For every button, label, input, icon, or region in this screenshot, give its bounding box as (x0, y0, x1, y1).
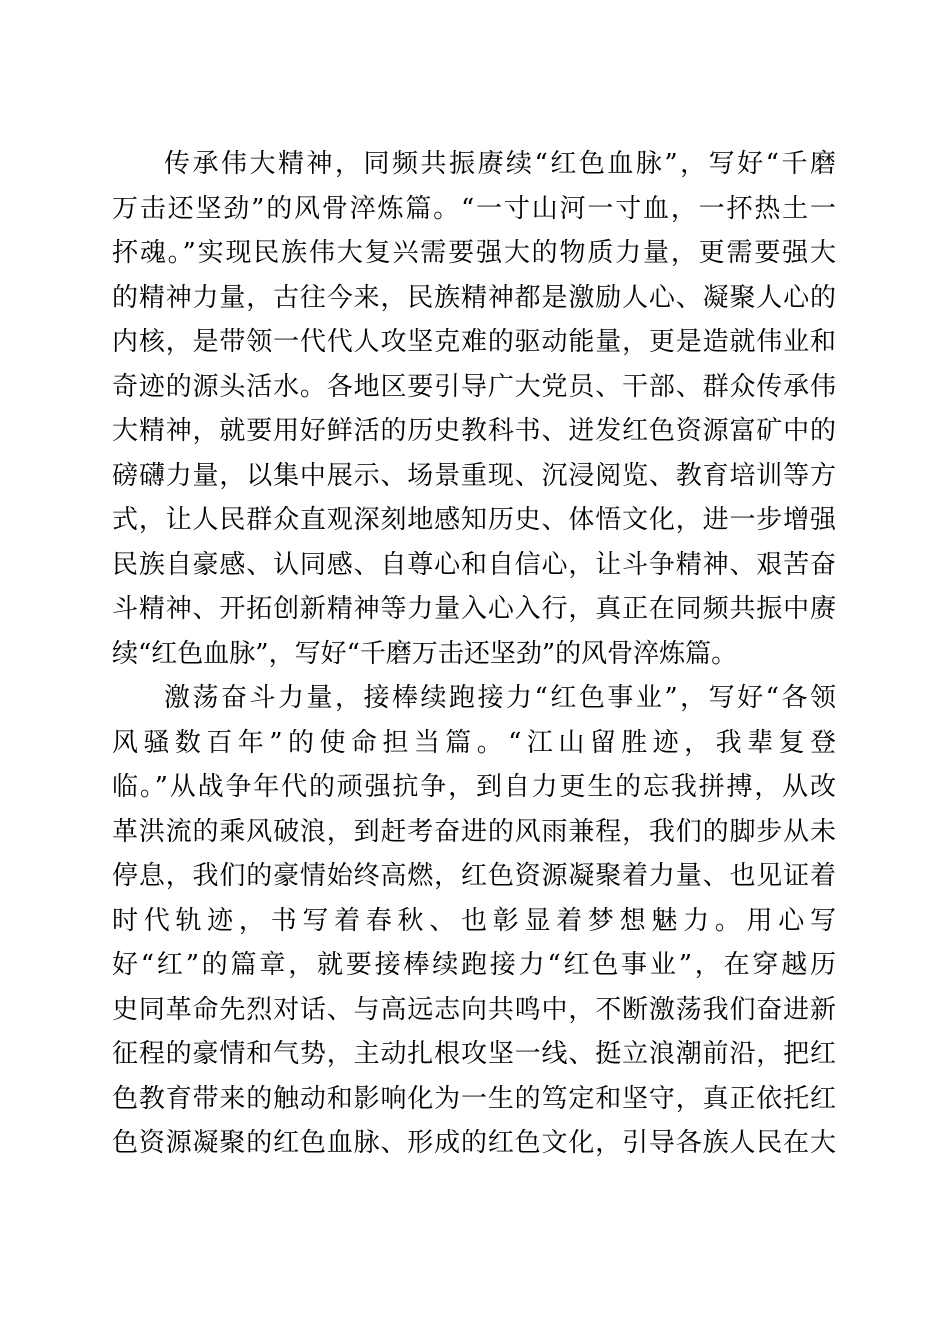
paragraph-2 (112, 676, 836, 1166)
text-line: 的精神力量，古往今来，民族精神都是激励人心、凝聚人心的 (112, 282, 836, 313)
text-line: 民族自豪感、认同感、自尊心和自信心，让斗争精神、艰苦奋 (112, 549, 836, 580)
text-line: 斗精神、开拓创新精神等力量入心入行，真正在同频共振中赓 (112, 594, 836, 624)
paragraph-1 (112, 142, 836, 676)
text-line: 色资源凝聚的红色血脉、形成的红色文化，引导各族人民在大 (112, 1128, 836, 1158)
text-line: 磅礴力量，以集中展示、场景重现、沉浸阅览、教育培训等方 (112, 460, 836, 491)
text-line: 革洪流的乘风破浪，到赶考奋进的风雨兼程，我们的脚步从未 (112, 816, 836, 847)
text-line: 征程的豪情和气势，主动扎根攻坚一线、挺立浪潮前沿，把红 (112, 1039, 836, 1069)
text-line: 传承伟大精神，同频共振赓续“红色血脉”，写好“千磨 (164, 149, 836, 179)
text-line: 激荡奋斗力量，接棒续跑接力“红色事业”，写好“各领 (164, 683, 836, 713)
text-line: 奇迹的源头活水。各地区要引导广大党员、干部、群众传承伟 (112, 371, 836, 402)
text-line: 色教育带来的触动和影响化为一生的笃定和坚守，真正依托红 (112, 1083, 836, 1114)
text-line: 好“红”的篇章，就要接棒续跑接力“红色事业”，在穿越历 (112, 950, 836, 980)
text-line: 大精神，就要用好鲜活的历史教科书、迸发红色资源富矿中的 (112, 416, 836, 446)
text-line: 抔魂。”实现民族伟大复兴需要强大的物质力量，更需要强大 (112, 238, 836, 268)
text-line: 式，让人民群众直观深刻地感知历史、体悟文化，进一步增强 (112, 505, 836, 535)
text-line: 续“红色血脉”，写好“千磨万击还坚劲”的风骨淬炼篇。 (112, 638, 738, 669)
text-line: 时代轨迹，书写着春秋、也彰显着梦想魅力。用心写 (112, 905, 836, 936)
text-line: 内核，是带领一代代人攻坚克难的驱动能量，更是造就伟业和 (112, 327, 836, 357)
text-line: 史同革命先烈对话、与高远志向共鸣中，不断激荡我们奋进新 (112, 994, 836, 1025)
text-line: 停息，我们的豪情始终高燃，红色资源凝聚着力量、也见证着 (112, 861, 836, 891)
text-line: 临。”从战争年代的顽强抗争，到自力更生的忘我拼搏，从改 (112, 772, 836, 802)
text-line: 万击还坚劲”的风骨淬炼篇。“一寸山河一寸血，一抔热土一 (112, 193, 836, 224)
text-line: 风骚数百年”的使命担当篇。“江山留胜迹，我辈复登 (112, 727, 836, 758)
